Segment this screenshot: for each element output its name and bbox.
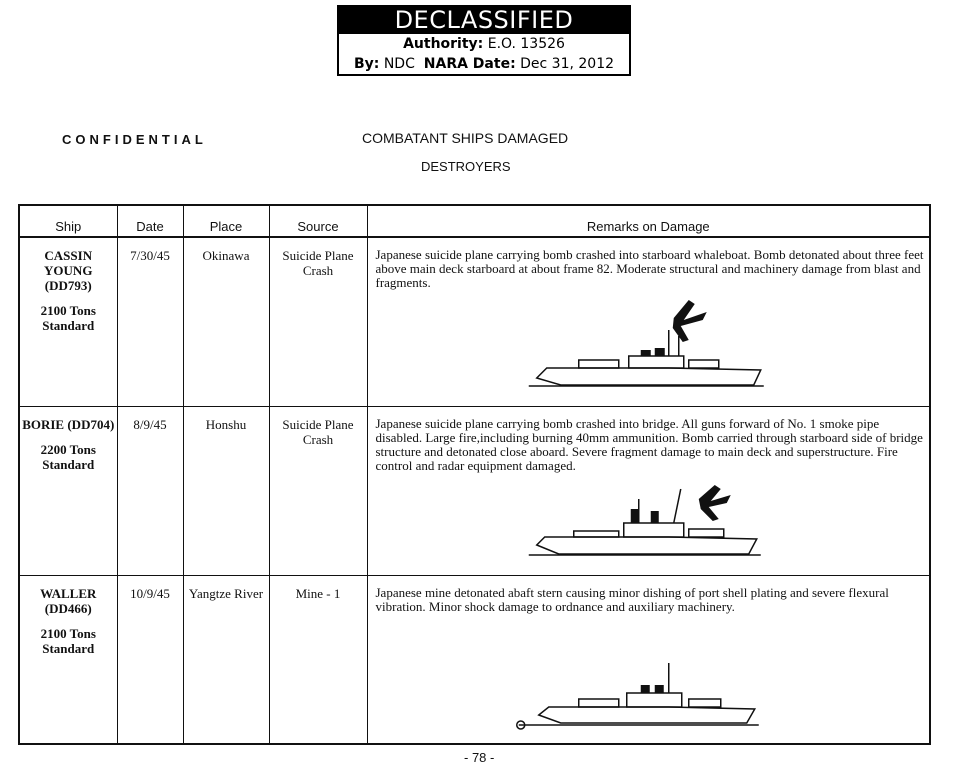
ship-cell [19,406,117,575]
ship-name: WALLER (DD466) [40,585,97,616]
destroyer-mine-icon [368,627,930,737]
col-place: Place [183,205,269,237]
remarks-cell [367,575,930,744]
page-subtitle: DESTROYERS [421,159,511,174]
remarks-cell [367,237,930,406]
place-cell: Yangtze River [183,575,269,744]
remarks-text: Japanese mine detonated abaft stern causing minor dishing of port shell plating and severe flexural vibration. Minor shock damage to ordnance and auxiliary machinery. [375,584,889,614]
destroyer-plane-icon [368,290,930,400]
col-date: Date [117,205,183,237]
place-cell: Honshu [183,406,269,575]
date-cell: 7/30/45 [117,237,183,406]
stamp-title: DECLASSIFIED [339,7,629,34]
stamp-by-date: By: NDC NARA Date: Dec 31, 2012 [353,56,615,72]
ship-tons: 2100 Tons Standard [40,625,96,656]
ship-name: BORIE (DD704) [22,416,115,432]
remarks-text: Japanese suicide plane carrying bomb crashed into starboard whaleboat. Bomb detonated about three feet above main deck starboard at about frame 82. Moderate structural and machinery damage from blast and fragments. [375,247,924,290]
ship-cell [19,237,117,406]
table-header-row [19,205,930,237]
remarks-text: Japanese suicide plane carrying bomb crashed into bridge. All guns forward of No. 1 smoke pipe disabled. Large fire,including burning 40mm ammunition. Bomb carried through starboard side of bridge structure and detonated close aboard. Severe fragment damage to main deck and superstructure. Fire control and radar equipment damaged. [375,415,923,473]
page-number: - 78 - [464,750,495,765]
col-remarks: Remarks on Damage [367,205,930,237]
destroyer-plane-icon [368,459,930,569]
table-row [19,237,930,406]
stamp-authority: Authority: E.O. 13526 [403,36,565,52]
col-ship: Ship [19,205,117,237]
ship-tons: 2200 Tons Standard [40,441,96,472]
place-cell: Okinawa [183,237,269,406]
table-row [19,406,930,575]
col-source: Source [269,205,367,237]
source-cell: Suicide Plane Crash [269,406,367,575]
ship-name: CASSIN YOUNG (DD793) [44,248,93,293]
ship-tons: 2100 Tons Standard [40,303,96,333]
date-cell: 8/9/45 [117,406,183,575]
ship-cell [19,575,117,744]
date-cell: 10/9/45 [117,575,183,744]
source-cell: Suicide Plane Crash [269,237,367,406]
classification-label: CONFIDENTIAL [62,132,207,147]
damage-table [18,204,931,745]
page-title: COMBATANT SHIPS DAMAGED [362,130,569,146]
table-row [19,575,930,744]
declassified-stamp [337,5,631,76]
source-cell: Mine - 1 [269,575,367,744]
remarks-cell [367,406,930,575]
